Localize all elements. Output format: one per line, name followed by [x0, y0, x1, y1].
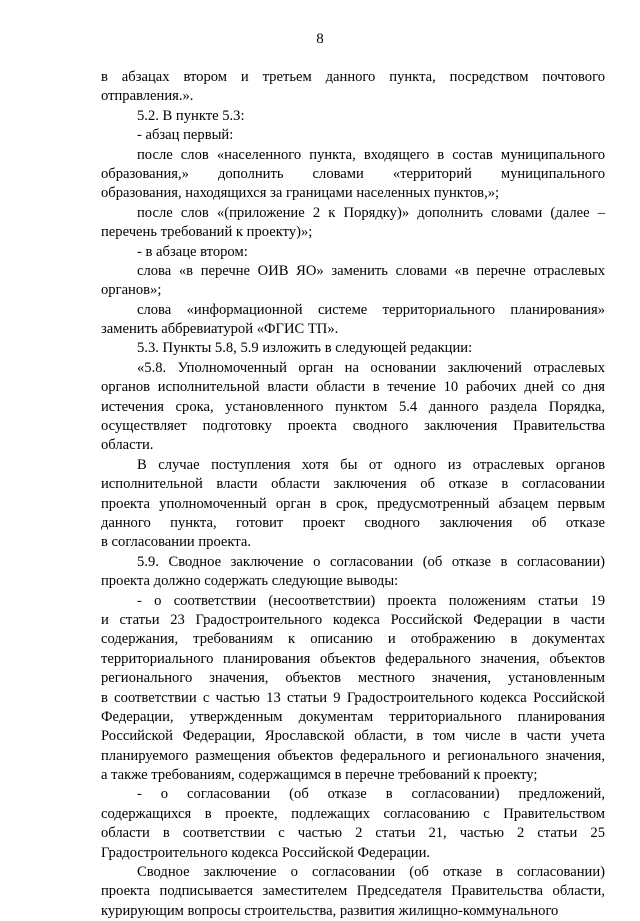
text-line: 5.2. В пункте 5.3: — [137, 107, 245, 124]
text-line: 5.3. Пункты 5.8, 5.9 изложить в следующей редакции: — [137, 340, 473, 357]
paragraph — [101, 456, 605, 553]
text-line: после слов «(приложение 2 к Порядку)» дополнить словами (далее – — [137, 204, 605, 221]
text-line: 5.9. Сводное заключение о согласовании (об отказе в согласовании) — [137, 553, 605, 570]
paragraph — [101, 204, 605, 243]
text-line: территориального планирования объектов федерального значения, объектов — [101, 650, 605, 667]
text-line: проекта должно содержать следующие выводы: — [101, 573, 399, 590]
text-line: - абзац первый: — [137, 127, 234, 144]
page-number: 8 — [316, 31, 324, 47]
paragraph — [101, 359, 605, 456]
text-line: осуществляет подготовку проекта сводного заключения Правительства — [101, 418, 605, 435]
paragraph — [101, 126, 605, 145]
text-line: перечень требований к проекту)»; — [101, 224, 313, 241]
text-line: слова «информационной системе территориального планирования» — [137, 301, 605, 318]
text-line: проекта подписывается заместителем Председателя Правительства области, — [101, 883, 605, 900]
paragraph — [101, 301, 605, 340]
paragraph — [101, 68, 605, 107]
text-line: Российской Федерации, Ярославской области, в том числе в части учета — [101, 728, 605, 745]
text-line: органов»; — [101, 282, 162, 299]
text-line: области. — [101, 437, 154, 454]
text-line: отправления.». — [101, 88, 194, 105]
text-line: данного пункта, готовит проект сводного заключения об отказе — [101, 514, 605, 531]
text-line: - в абзаце втором: — [137, 243, 248, 260]
text-line: содержания, требованиям к описанию и отображению в документах — [101, 631, 605, 648]
text-line: в согласовании проекта. — [101, 534, 251, 551]
text-line: регионального значения, объектов местного значения, установленным — [101, 670, 605, 687]
paragraph — [101, 146, 605, 204]
paragraph — [101, 863, 605, 921]
text-line: слова «в перечне ОИВ ЯО» заменить словами «в перечне отраслевых — [137, 262, 605, 279]
text-line: - о соответствии (несоответствии) проекта положениям статьи 19 — [137, 592, 605, 609]
paragraph — [101, 243, 605, 262]
document-body — [101, 68, 605, 921]
paragraph — [101, 339, 605, 358]
text-line: Федерации, утвержденным документам территориального планирования — [101, 708, 605, 725]
text-line: планируемого размещения объектов федерального и регионального значения, — [101, 747, 605, 764]
text-line: проекта уполномоченный орган в срок, предусмотренный абзацем первым — [101, 495, 605, 512]
text-line: курирующим вопросы строительства, развития жилищно-коммунального — [101, 902, 559, 919]
text-line: исполнительной власти области заключения об отказе в согласовании — [101, 476, 605, 493]
text-line: Сводное заключение о согласовании (об отказе в согласовании) — [137, 864, 605, 881]
text-line: образования,» дополнить словами «территорий муниципального — [101, 165, 605, 182]
paragraph — [101, 592, 605, 786]
text-line: В случае поступления хотя бы от одного из отраслевых органов — [137, 456, 605, 473]
text-line: в соответствии с частью 13 статьи 9 Градостроительного кодекса Российской — [101, 689, 605, 706]
text-line: органов исполнительной власти области в течение 10 рабочих дней со дня — [101, 379, 605, 396]
text-line: области в соответствии с частью 2 статьи 21, частью 2 статьи 25 — [101, 825, 605, 842]
text-line: после слов «населенного пункта, входящего в состав муниципального — [137, 146, 605, 163]
paragraph — [101, 785, 605, 863]
text-line: Градостроительного кодекса Российской Федерации. — [101, 844, 431, 861]
text-line: а также требованиям, содержащимся в перечне требований к проекту; — [101, 767, 538, 784]
text-line: - о согласовании (об отказе в согласовании) предложений, — [137, 786, 605, 803]
text-line: и статьи 23 Градостроительного кодекса Российской Федерации в части — [101, 611, 605, 628]
text-line: образования, находящихся за границами населенных пунктов,»; — [101, 185, 500, 202]
paragraph — [101, 553, 605, 592]
text-line: заменить аббревиатурой «ФГИС ТП». — [101, 321, 339, 338]
text-line: истечения срока, установленного пунктом 5.4 данного раздела Порядка, — [101, 398, 605, 415]
text-line: в абзацах втором и третьем данного пункта, посредством почтового — [101, 69, 605, 85]
paragraph — [101, 107, 605, 126]
text-line: содержащихся в проекте, подлежащих согласованию с Правительством — [101, 805, 605, 822]
paragraph — [101, 262, 605, 301]
text-line: «5.8. Уполномоченный орган на основании заключений отраслевых — [137, 359, 605, 376]
